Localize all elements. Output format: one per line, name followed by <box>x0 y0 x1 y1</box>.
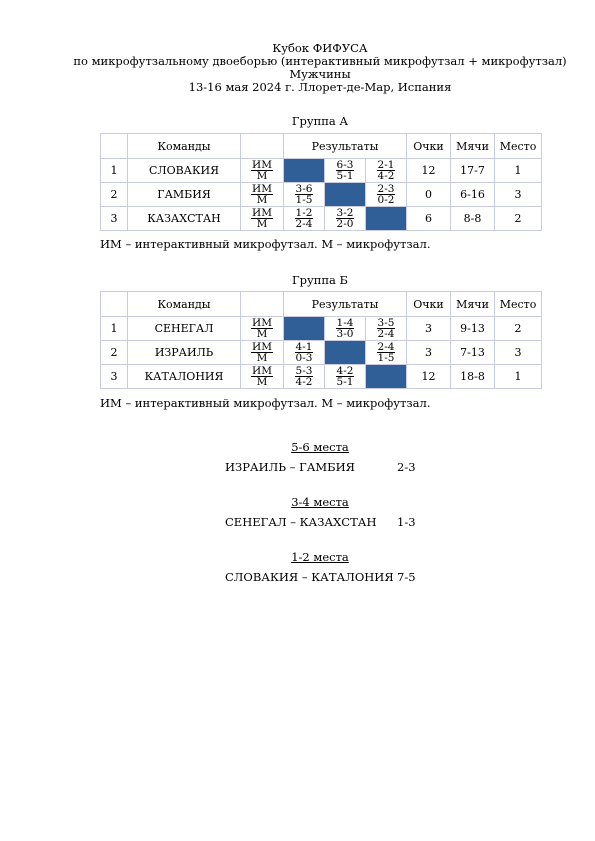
table-header-row <box>101 292 542 317</box>
match-teams: ИЗРАИЛЬ – ГАМБИЯ <box>225 460 355 474</box>
place: 1 <box>495 159 542 183</box>
result-m: 2-4 <box>377 327 395 340</box>
goals: 6-16 <box>451 183 495 207</box>
team-name: КАТАЛОНИЯ <box>128 365 241 389</box>
team-name: ГАМБИЯ <box>128 183 241 207</box>
mode-m: М <box>256 375 268 388</box>
place: 1 <box>495 365 542 389</box>
header-mode <box>241 134 284 159</box>
mode-cell <box>241 365 284 389</box>
header-points: Очки <box>407 134 451 159</box>
goals: 17-7 <box>451 159 495 183</box>
result-m: 5-1 <box>336 169 354 182</box>
table-row <box>101 183 542 207</box>
self-cell <box>366 365 407 389</box>
result-im: 6-3 <box>336 158 354 171</box>
mode-m: М <box>256 169 268 182</box>
title: Кубок ФИФУСА <box>272 41 368 55</box>
result-im: 2-4 <box>377 340 395 353</box>
points: 12 <box>407 159 451 183</box>
header-results: Результаты <box>284 134 407 159</box>
group-a-title: Группа А <box>291 114 349 128</box>
mode-im: ИМ <box>252 364 272 377</box>
group-a-table <box>100 133 542 231</box>
result-im: 5-3 <box>295 364 313 377</box>
result-m: 4-2 <box>295 375 313 388</box>
header-mode <box>241 292 284 317</box>
match-teams: СЕНЕГАЛ – КАЗАХСТАН <box>225 515 377 529</box>
table-header-row <box>101 134 542 159</box>
dates-location: 13-16 мая 2024 г. Ллорет-де-Мар, Испания <box>188 80 452 94</box>
points: 12 <box>407 365 451 389</box>
header-teams: Команды <box>128 292 241 317</box>
result-cell <box>325 365 366 389</box>
mode-m: М <box>256 351 268 364</box>
points: 3 <box>407 341 451 365</box>
self-cell <box>325 183 366 207</box>
header-results: Результаты <box>284 292 407 317</box>
row-num: 1 <box>101 317 128 341</box>
result-cell <box>366 183 407 207</box>
row-num: 3 <box>101 365 128 389</box>
header-num <box>101 292 128 317</box>
header-points: Очки <box>407 292 451 317</box>
place: 3 <box>495 183 542 207</box>
result-cell <box>366 341 407 365</box>
match-teams: СЛОВАКИЯ – КАТАЛОНИЯ <box>225 570 394 584</box>
result-cell <box>284 207 325 231</box>
result-im: 3-6 <box>295 182 313 195</box>
legend-note-b: ИМ – интерактивный микрофутзал. М – микрофутзал. <box>100 396 431 410</box>
result-im: 1-2 <box>295 206 313 219</box>
row-num: 2 <box>101 183 128 207</box>
result-m: 1-5 <box>295 193 313 206</box>
mode-cell <box>241 317 284 341</box>
result-m: 2-0 <box>336 217 354 230</box>
place: 2 <box>495 317 542 341</box>
mode-im: ИМ <box>252 182 272 195</box>
result-cell <box>284 365 325 389</box>
result-m: 3-0 <box>336 327 354 340</box>
goals: 18-8 <box>451 365 495 389</box>
self-cell <box>325 341 366 365</box>
result-cell <box>284 183 325 207</box>
place: 2 <box>495 207 542 231</box>
points: 3 <box>407 317 451 341</box>
place: 3 <box>495 341 542 365</box>
result-m: 0-2 <box>377 193 395 206</box>
result-im: 4-2 <box>336 364 354 377</box>
points: 0 <box>407 183 451 207</box>
header-goals: Мячи <box>451 134 495 159</box>
mode-cell <box>241 183 284 207</box>
goals: 7-13 <box>451 341 495 365</box>
table-row <box>101 341 542 365</box>
mode-cell <box>241 207 284 231</box>
header-goals: Мячи <box>451 292 495 317</box>
result-m: 5-1 <box>336 375 354 388</box>
row-num: 1 <box>101 159 128 183</box>
team-name: СЛОВАКИЯ <box>128 159 241 183</box>
mode-cell <box>241 341 284 365</box>
match-score: 1-3 <box>397 515 416 529</box>
mode-m: М <box>256 327 268 340</box>
category: Мужчины <box>289 67 351 81</box>
playoff-match <box>225 570 416 584</box>
table-row <box>101 207 542 231</box>
result-m: 0-3 <box>295 351 313 364</box>
header-place: Место <box>495 134 542 159</box>
result-im: 3-2 <box>336 206 354 219</box>
playoff-match <box>225 515 416 529</box>
result-m: 1-5 <box>377 351 395 364</box>
result-m: 4-2 <box>377 169 395 182</box>
document-header <box>0 42 595 94</box>
table-row <box>101 365 542 389</box>
result-cell <box>325 159 366 183</box>
table-row <box>101 159 542 183</box>
mode-im: ИМ <box>252 316 272 329</box>
row-num: 2 <box>101 341 128 365</box>
self-cell <box>284 159 325 183</box>
header-num <box>101 134 128 159</box>
playoff-label: 5-6 места <box>291 440 349 454</box>
playoff-label: 3-4 места <box>291 495 349 509</box>
team-name: ИЗРАИЛЬ <box>128 341 241 365</box>
points: 6 <box>407 207 451 231</box>
team-name: КАЗАХСТАН <box>128 207 241 231</box>
team-name: СЕНЕГАЛ <box>128 317 241 341</box>
mode-im: ИМ <box>252 206 272 219</box>
result-im: 2-3 <box>377 182 395 195</box>
header-place: Место <box>495 292 542 317</box>
mode-im: ИМ <box>252 158 272 171</box>
legend-note-a: ИМ – интерактивный микрофутзал. М – микрофутзал. <box>100 237 431 251</box>
result-cell <box>284 341 325 365</box>
group-b-title: Группа Б <box>291 273 349 287</box>
group-b-table <box>100 291 542 389</box>
result-cell <box>325 317 366 341</box>
header-teams: Команды <box>128 134 241 159</box>
result-im: 1-4 <box>336 316 354 329</box>
goals: 9-13 <box>451 317 495 341</box>
self-cell <box>284 317 325 341</box>
result-cell <box>366 317 407 341</box>
playoff-match <box>225 460 416 474</box>
mode-m: М <box>256 217 268 230</box>
subtitle: по микрофутзальному двоеборью (интерактивный микрофутзал + микрофутзал) <box>73 54 567 68</box>
mode-cell <box>241 159 284 183</box>
match-score: 7-5 <box>397 570 416 584</box>
result-im: 4-1 <box>295 340 313 353</box>
mode-m: М <box>256 193 268 206</box>
result-m: 2-4 <box>295 217 313 230</box>
match-score: 2-3 <box>397 460 416 474</box>
result-im: 2-1 <box>377 158 395 171</box>
result-im: 3-5 <box>377 316 395 329</box>
playoff-label: 1-2 места <box>291 550 349 564</box>
result-cell <box>325 207 366 231</box>
row-num: 3 <box>101 207 128 231</box>
goals: 8-8 <box>451 207 495 231</box>
table-row <box>101 317 542 341</box>
self-cell <box>366 207 407 231</box>
result-cell <box>366 159 407 183</box>
mode-im: ИМ <box>252 340 272 353</box>
